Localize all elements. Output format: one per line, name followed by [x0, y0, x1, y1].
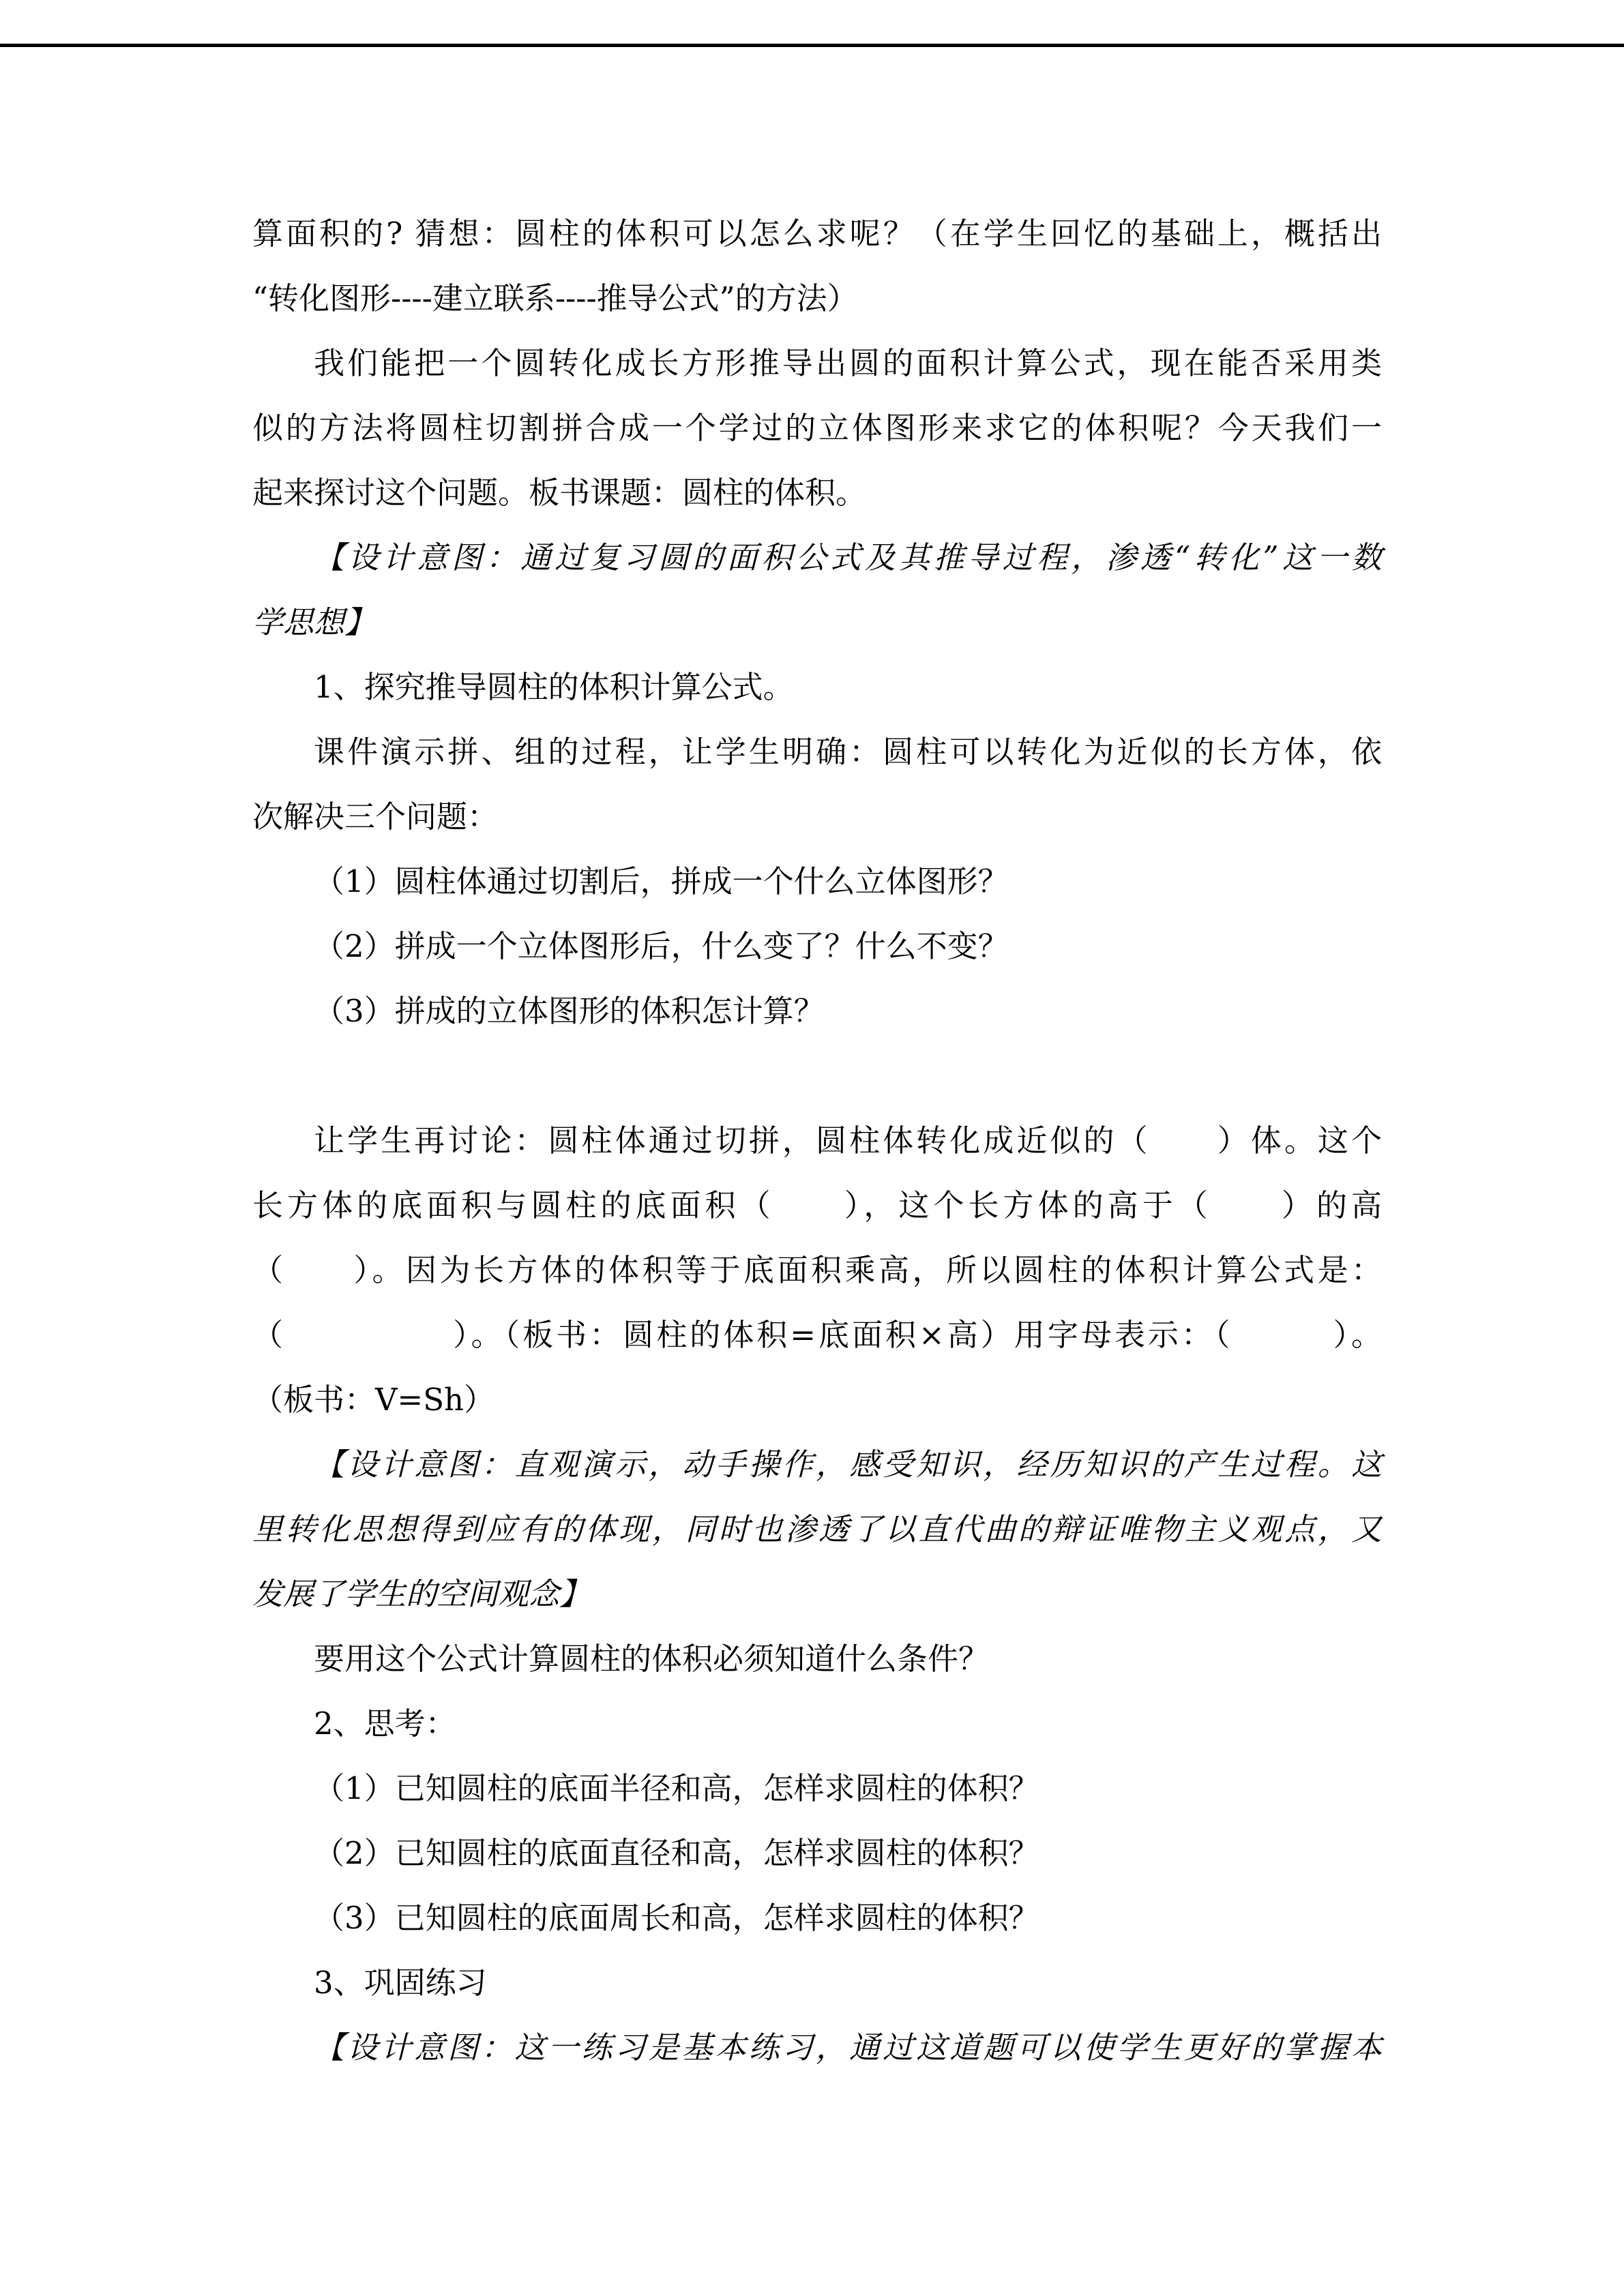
- text-line: 我们能把一个圆转化成长方形推导出圆的面积计算公式，现在能否采用类: [314, 345, 1382, 381]
- text-line: （3）已知圆柱的底面周长和高，怎样求圆柱的体积？: [314, 1900, 1039, 1936]
- text-line: 长方体的底面积与圆柱的底面积（ ），这个长方体的高于（ ）的高: [252, 1187, 1382, 1223]
- text-line: （1）圆柱体通过切割后，拼成一个什么立体图形？: [314, 863, 1009, 899]
- text-line: （板书：V=Sh）: [252, 1382, 495, 1418]
- blank-line: [252, 1043, 1382, 1108]
- text-line: 3、巩固练习: [314, 1965, 487, 2001]
- text-line: （ ）。（板书：圆柱的体积=底面积×高）用字母表示：（ ）。: [252, 1317, 1382, 1353]
- text-line: 里转化思想得到应有的体现，同时也渗透了以直代曲的辩证唯物主义观点，又: [252, 1511, 1382, 1547]
- text-line: （3）拼成的立体图形的体积怎计算？: [314, 993, 825, 1029]
- text-line: （ ）。因为长方体的体积等于底面积乘高，所以圆柱的体积计算公式是：: [252, 1252, 1382, 1288]
- text-line: 发展了学生的空间观念】: [252, 1576, 591, 1612]
- text-line: 学思想】: [252, 604, 376, 640]
- text-line: 算面积的? 猜想：圆柱的体积可以怎么求呢？（在学生回忆的基础上，概括出: [252, 215, 1382, 252]
- text-line: 【设计意图：通过复习圆的面积公式及其推导过程，渗透“转化”这一数: [314, 539, 1382, 576]
- text-line: （1）已知圆柱的底面半径和高，怎样求圆柱的体积？: [314, 1770, 1039, 1806]
- page-top-border: [0, 44, 1624, 47]
- text-line: 【设计意图：这一练习是基本练习，通过这道题可以使学生更好的掌握本: [314, 2029, 1382, 2066]
- text-line: 次解决三个问题：: [252, 799, 499, 835]
- document-body: [252, 201, 1382, 2080]
- text-line: 2、思考：: [314, 1705, 456, 1742]
- text-line: 要用这个公式计算圆柱的体积必须知道什么条件？: [314, 1641, 990, 1677]
- text-line: “转化图形----建立联系----推导公式”的方法）: [252, 280, 858, 316]
- text-line: 起来探讨这个问题。板书课题：圆柱的体积。: [252, 475, 867, 511]
- text-line: 【设计意图：直观演示，动手操作，感受知识，经历知识的产生过程。这: [314, 1446, 1382, 1482]
- text-line: 让学生再讨论：圆柱体通过切拼，圆柱体转化成近似的（ ）体。这个: [314, 1122, 1382, 1159]
- text-line: 似的方法将圆柱切割拼合成一个学过的立体图形来求它的体积呢？今天我们一: [252, 410, 1382, 446]
- text-line: 课件演示拼、组的过程，让学生明确：圆柱可以转化为近似的长方体，依: [314, 734, 1382, 770]
- text-line: （2）已知圆柱的底面直径和高，怎样求圆柱的体积？: [314, 1835, 1039, 1871]
- text-line: （2）拼成一个立体图形后，什么变了？什么不变？: [314, 928, 1009, 964]
- text-line: 1、探究推导圆柱的体积计算公式。: [314, 669, 794, 705]
